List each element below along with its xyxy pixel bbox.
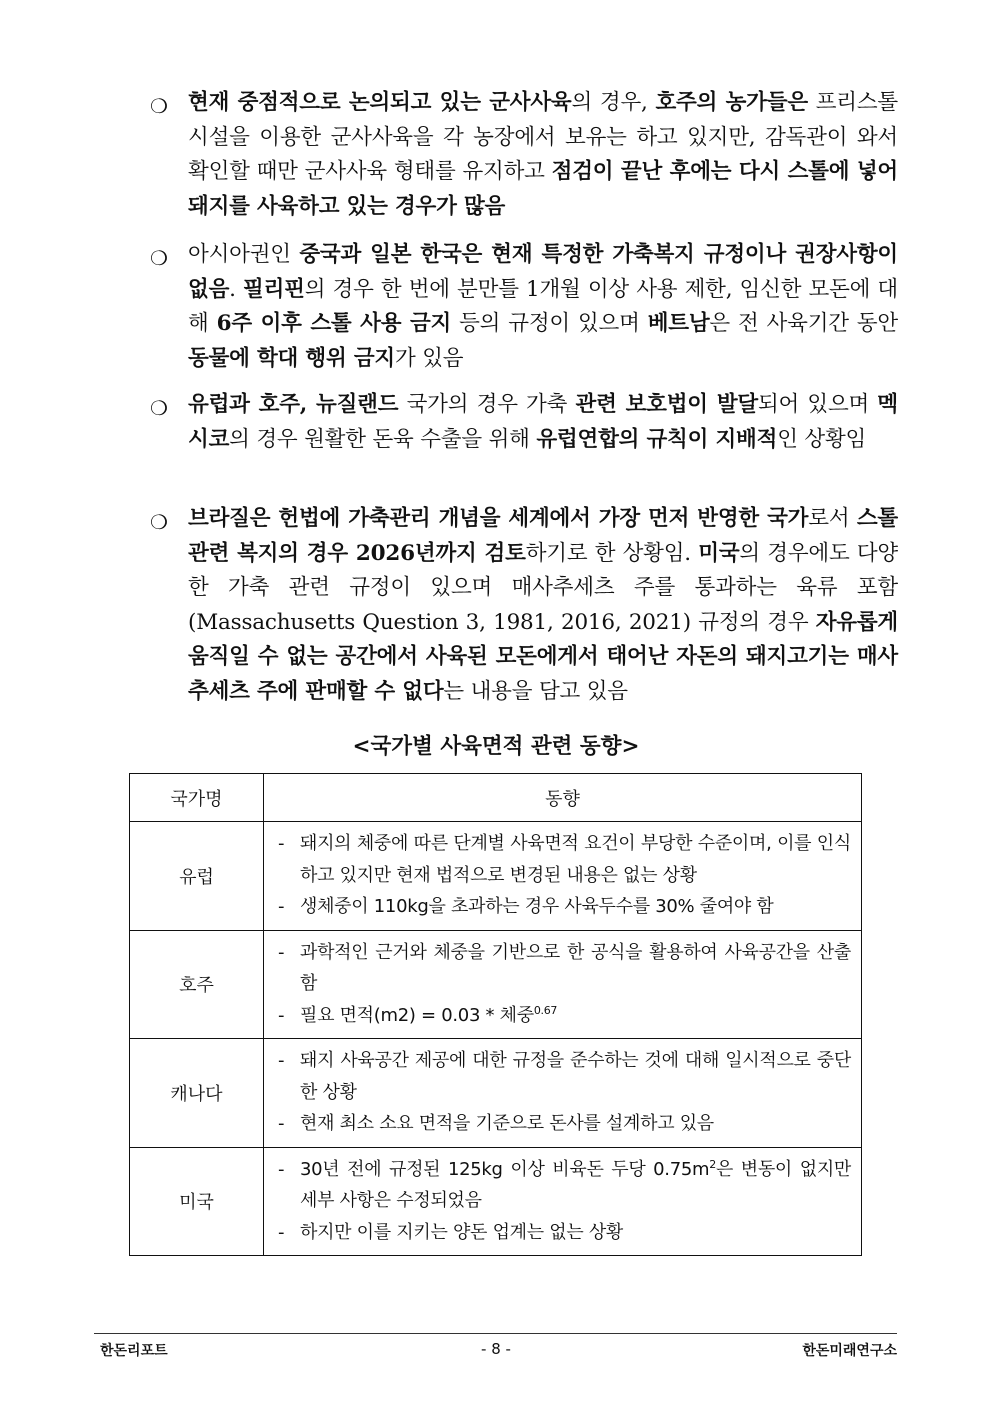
body-text: 로서 xyxy=(808,506,857,531)
circle-bullet-icon: ❍ xyxy=(150,510,168,534)
paragraph-text xyxy=(188,86,898,224)
footer-report-name: 한돈리포트 xyxy=(100,1343,168,1359)
emphasized-text: 점검이 끝난 후에는 다시 스톨에 넣어 돼지를 사육하고 있는 경우가 많음 xyxy=(188,159,898,219)
trend-item xyxy=(278,1108,851,1140)
emphasized-text: 멕시코 xyxy=(188,392,898,452)
dash-marker: - xyxy=(278,1113,285,1134)
paragraph-text xyxy=(188,388,898,457)
paragraph-text xyxy=(188,238,898,376)
dash-marker: - xyxy=(278,1221,285,1243)
body-text: 되어 있으며 xyxy=(757,392,878,417)
body-text: 의 경우에도 다양한 가축 관련 규정이 있으며 매사추세츠 주를 통과하는 육류 포함(Massachusetts Question 3, 1981, 2016, 2021) 규정의 경우 xyxy=(188,540,898,635)
circle-bullet-icon: ❍ xyxy=(150,246,168,270)
table-row xyxy=(130,822,862,931)
emphasized-text: 호주의 농가들은 xyxy=(655,90,808,115)
exponent: 0.67 xyxy=(533,1003,558,1017)
trend-item xyxy=(278,1045,851,1108)
paragraph-text xyxy=(188,502,898,710)
paragraph-3 xyxy=(150,388,898,457)
dash-marker: - xyxy=(278,833,285,854)
body-text: 등의 규정이 있으며 xyxy=(451,311,648,337)
trend-item xyxy=(278,1217,851,1249)
country-trend-table xyxy=(129,773,862,1256)
trend-item-text: 돼지의 체중에 따른 단계별 사육면적 요건이 부당한 수준이며, 이를 인식하고 있지만 현재 법적으로 변경된 내용은 없는 상황 xyxy=(300,833,851,886)
dash-marker: - xyxy=(278,1050,285,1071)
column-header-trend: 동향 xyxy=(264,774,862,822)
trend-item-text: 30년 전에 규정된 125kg 이상 비육돈 두당 0.75m xyxy=(300,1158,710,1180)
trend-item xyxy=(278,1000,851,1032)
emphasized-text: 자유롭게 움직일 수 없는 공간에서 사육된 모돈에게서 태어난 자돈의 돼지고기는 매사추세츠 주에 판매할 수 없다 xyxy=(188,609,898,704)
country-cell: 캐나다 xyxy=(130,1039,264,1148)
body-text: 가 있음 xyxy=(394,345,464,371)
trend-item xyxy=(278,891,851,923)
emphasized-text: 미국 xyxy=(698,540,740,566)
trend-item xyxy=(278,1154,851,1217)
body-text: 의 경우, xyxy=(571,90,656,115)
trend-cell xyxy=(264,822,862,931)
footer-organization: 한돈미래연구소 xyxy=(802,1343,897,1359)
paragraph-4 xyxy=(150,502,898,710)
emphasized-text: 현재 중점적으로 논의되고 있는 군사사육 xyxy=(188,90,572,115)
table-row xyxy=(130,1039,862,1148)
paragraph-2 xyxy=(150,238,898,376)
body-text: 국가의 경우 가축 xyxy=(398,392,576,417)
emphasized-text: 유럽연합의 규칙이 지배적 xyxy=(536,426,778,452)
column-header-country: 국가명 xyxy=(130,774,264,822)
trend-item-text: 생체중이 110kg을 초과하는 경우 사육두수를 30% 줄여야 함 xyxy=(300,896,774,917)
country-cell: 호주 xyxy=(130,930,264,1039)
body-text: 아시아권인 xyxy=(188,242,300,267)
dash-marker: - xyxy=(278,1158,285,1180)
circle-bullet-icon: ❍ xyxy=(150,396,168,420)
circle-bullet-icon: ❍ xyxy=(150,94,168,118)
paragraph-1 xyxy=(150,86,898,224)
emphasized-text: 관련 보호법이 발달 xyxy=(575,392,758,417)
trend-cell xyxy=(264,930,862,1039)
emphasized-text: 베트남 xyxy=(647,311,710,337)
emphasized-text: 동물에 학대 행위 금지 xyxy=(188,345,395,371)
trend-item-text-continued: 은 변동이 없지만 세부 사항은 수정되었음 xyxy=(300,1158,851,1211)
trend-item xyxy=(278,828,851,891)
body-text: 하기로 한 상황임. xyxy=(525,540,699,566)
table-row xyxy=(130,1147,862,1256)
body-text: 는 내용을 담고 있음 xyxy=(443,678,628,704)
country-cell: 유럽 xyxy=(130,822,264,931)
footer-divider xyxy=(94,1333,897,1334)
emphasized-text: 브라질은 헌법에 가축관리 개념을 세계에서 가장 먼저 반영한 국가 xyxy=(188,506,809,531)
table-title: <국가별 사육면적 관련 동향> xyxy=(352,734,640,759)
body-text: 인 상황임 xyxy=(777,426,867,452)
trend-cell xyxy=(264,1147,862,1256)
body-text: 프리스톨 시설을 이용한 군사사육을 각 농장에서 보유는 하고 있지만, 감독관이 와서 확인할 때만 군사사육 형태를 유지하고 xyxy=(188,90,898,185)
exponent: 2 xyxy=(709,1157,716,1171)
table-row xyxy=(130,930,862,1039)
trend-item-text: 하지만 이를 지키는 양돈 업계는 없는 상황 xyxy=(300,1221,624,1243)
emphasized-text: 스톨 관련 복지의 경우 2026년까지 검토 xyxy=(188,506,898,566)
body-text: 의 경우 원활한 돈육 수출을 위해 xyxy=(229,426,537,452)
country-cell: 미국 xyxy=(130,1147,264,1256)
body-text: . xyxy=(229,276,244,302)
trend-item-text: 돼지 사육공간 제공에 대한 규정을 준수하는 것에 대해 일시적으로 중단한 상황 xyxy=(300,1050,851,1103)
emphasized-text: 6주 이후 스톨 사용 금지 xyxy=(216,311,452,337)
dash-marker: - xyxy=(278,896,285,917)
dash-marker: - xyxy=(278,941,285,963)
dash-marker: - xyxy=(278,1004,285,1026)
table-header-row xyxy=(130,774,862,822)
trend-item-text: 필요 면적(m2) = 0.03 * 체중 xyxy=(300,1004,534,1026)
trend-item-text: 현재 최소 소요 면적을 기준으로 돈사를 설계하고 있음 xyxy=(300,1113,714,1134)
trend-item-text: 과학적인 근거와 체중을 기반으로 한 공식을 활용하여 사육공간을 산출함 xyxy=(300,941,851,994)
emphasized-text: 필리핀 xyxy=(243,276,305,302)
emphasized-text: 유럽과 호주, 뉴질랜드 xyxy=(188,392,399,417)
trend-cell xyxy=(264,1039,862,1148)
body-text: 은 전 사육기간 동안 xyxy=(709,311,898,337)
footer-page-number: - 8 - xyxy=(481,1340,511,1358)
body-text: 의 경우 한 번에 분만틀 1개월 이상 사용 제한, 임신한 모돈에 대해 xyxy=(188,276,898,337)
trend-item xyxy=(278,937,851,1000)
emphasized-text: 중국과 일본 한국은 현재 특정한 가축복지 규정이나 권장사항이 없음 xyxy=(188,242,898,302)
